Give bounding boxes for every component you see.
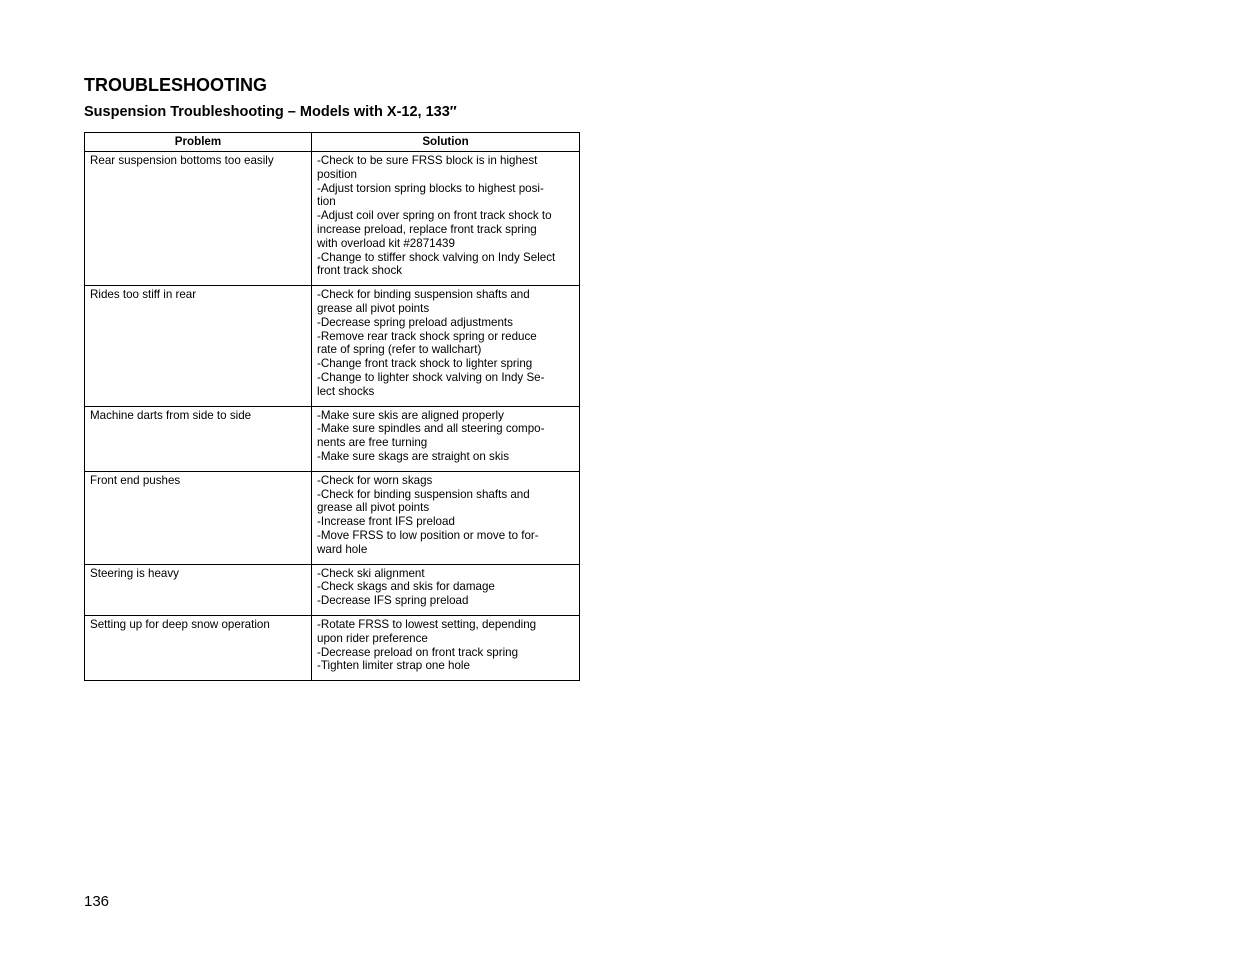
problem-cell: Front end pushes [85, 471, 312, 564]
solution-line: -Check ski alignment [317, 566, 425, 580]
page-number: 136 [84, 893, 110, 910]
troubleshooting-table [84, 132, 580, 681]
solution-line: -Increase front IFS preload [317, 515, 455, 529]
problem-cell: Setting up for deep snow operation [85, 615, 312, 680]
solution-line: -Remove rear track shock spring or reduce [317, 329, 537, 343]
solution-cell [312, 471, 580, 564]
solution-line: -Decrease preload on front track spring [317, 645, 519, 659]
problem-cell: Machine darts from side to side [85, 406, 312, 471]
solution-line: with overload kit #2871439 [317, 236, 455, 250]
solution-line: front track shock [317, 264, 403, 278]
solution-line: -Check for binding suspension shafts and [317, 487, 530, 501]
solution-line: -Adjust torsion spring blocks to highest posi- [317, 181, 544, 195]
solution-line: increase preload, replace front track spring [317, 222, 537, 236]
solution-line: -Check for binding suspension shafts and [317, 288, 530, 302]
solution-line: -Change front track shock to lighter spring [317, 357, 533, 371]
solution-cell [312, 564, 580, 615]
solution-line: rate of spring (refer to wallchart) [317, 343, 482, 357]
header-problem: Problem [85, 133, 312, 152]
problem-cell: Rides too stiff in rear [85, 286, 312, 406]
solution-cell [312, 406, 580, 471]
solution-line: -Make sure skags are straight on skis [317, 449, 510, 463]
problem-cell: Steering is heavy [85, 564, 312, 615]
solution-line: grease all pivot points [317, 301, 430, 315]
solution-line: tion [317, 195, 336, 209]
solution-line: -Make sure skis are aligned properly [317, 408, 504, 422]
solution-line: -Adjust coil over spring on front track shock to [317, 209, 552, 223]
table-subtitle: Suspension Troubleshooting – Models with X-12, 133″ [84, 104, 457, 120]
table-row [85, 471, 580, 564]
table-body [85, 152, 580, 681]
solution-line: -Make sure spindles and all steering compo- [317, 422, 545, 436]
table-row [85, 406, 580, 471]
section-title: TROUBLESHOOTING [84, 75, 267, 95]
solution-line: -Check to be sure FRSS block is in highest [317, 154, 538, 167]
solution-line: ward hole [317, 542, 368, 556]
solution-line: position [317, 167, 357, 181]
solution-line: nents are free turning [317, 436, 428, 450]
solution-line: -Tighten limiter strap one hole [317, 659, 470, 673]
solution-line: -Change to lighter shock valving on Indy Se- [317, 370, 545, 384]
table-row [85, 152, 580, 286]
table-row [85, 615, 580, 680]
table-row [85, 286, 580, 406]
header-solution: Solution [312, 133, 580, 152]
solution-line: -Check skags and skis for damage [317, 580, 495, 594]
solution-line: grease all pivot points [317, 501, 430, 515]
table-row [85, 564, 580, 615]
solution-cell [312, 152, 580, 286]
solution-cell [312, 286, 580, 406]
solution-line: upon rider preference [317, 631, 428, 645]
solution-line: -Decrease IFS spring preload [317, 594, 469, 608]
solution-line: -Check for worn skags [317, 473, 433, 487]
solution-line: -Rotate FRSS to lowest setting, depending [317, 617, 537, 631]
problem-cell: Rear suspension bottoms too easily [85, 152, 312, 286]
table-header-row [85, 133, 580, 152]
solution-line: -Decrease spring preload adjustments [317, 315, 513, 329]
solution-line: lect shocks [317, 384, 375, 398]
solution-line: -Move FRSS to low position or move to for- [317, 528, 539, 542]
solution-cell [312, 615, 580, 680]
solution-line: -Change to stiffer shock valving on Indy Select [317, 250, 556, 264]
